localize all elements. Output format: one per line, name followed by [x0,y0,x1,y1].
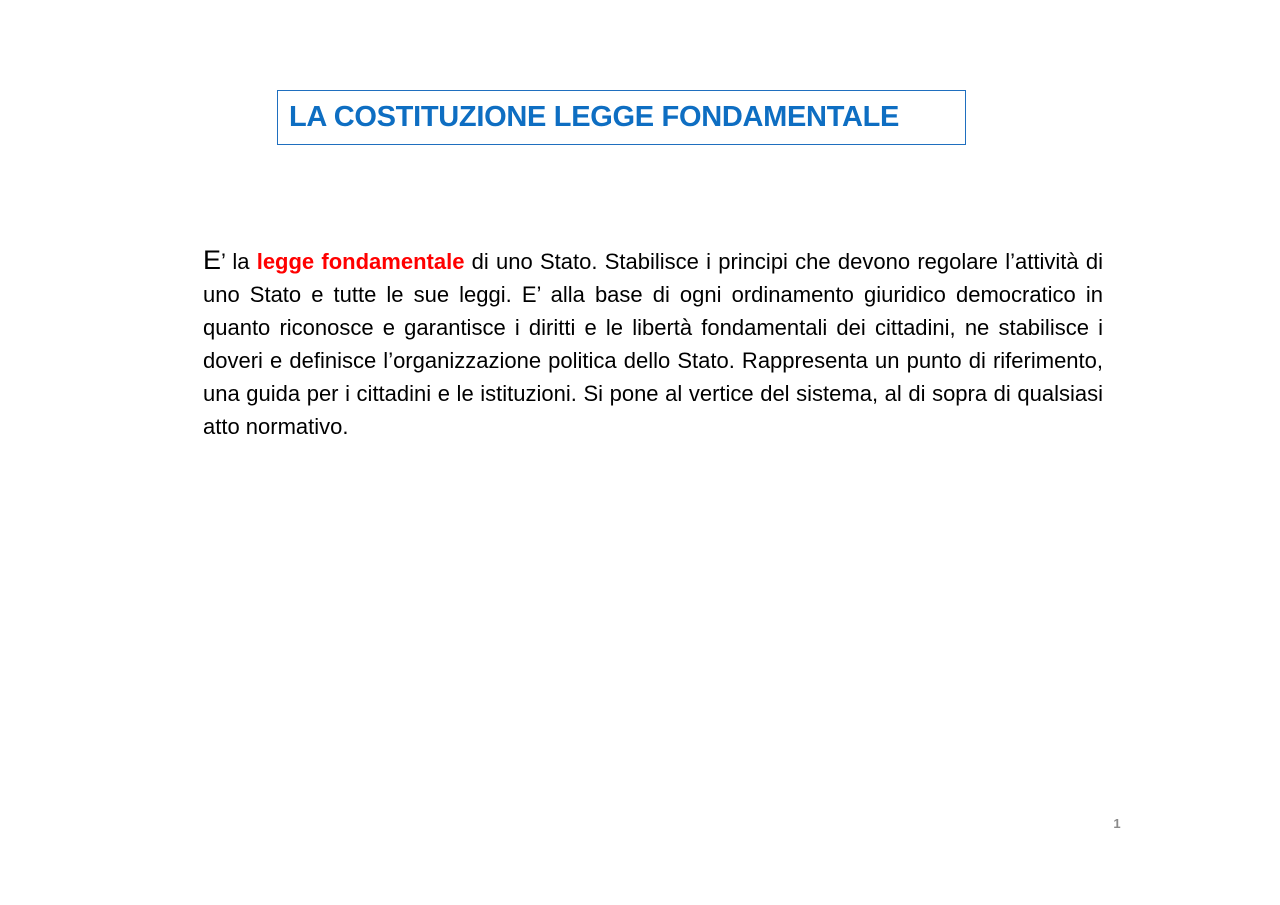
body-rest: di uno Stato. Stabilisce i principi che devono regolare l’attività di uno Stato e tutte le sue leggi. E’ alla base di ogni ordinamento giuridico democratico in quanto riconosce e garantisce i diritti e le libertà fondamentali dei cittadini, ne stabilisce i doveri e definisce l’organizzazione politica dello Stato. Rappresenta un punto di riferimento, una guida per i cittadini e le istituzioni. Si pone al vertice del sistema, al di sopra di qualsiasi atto normativo. [203,249,1104,439]
slide-title: LA COSTITUZIONE LEGGE FONDAMENTALE [289,101,900,133]
body-first-letter: E [203,245,222,275]
body-paragraph [203,244,1103,443]
page-number: 1 [1113,816,1121,831]
title-box [277,90,966,145]
body-highlight: legge fondamentale [256,249,465,274]
body-lead: ’ la [221,249,257,274]
